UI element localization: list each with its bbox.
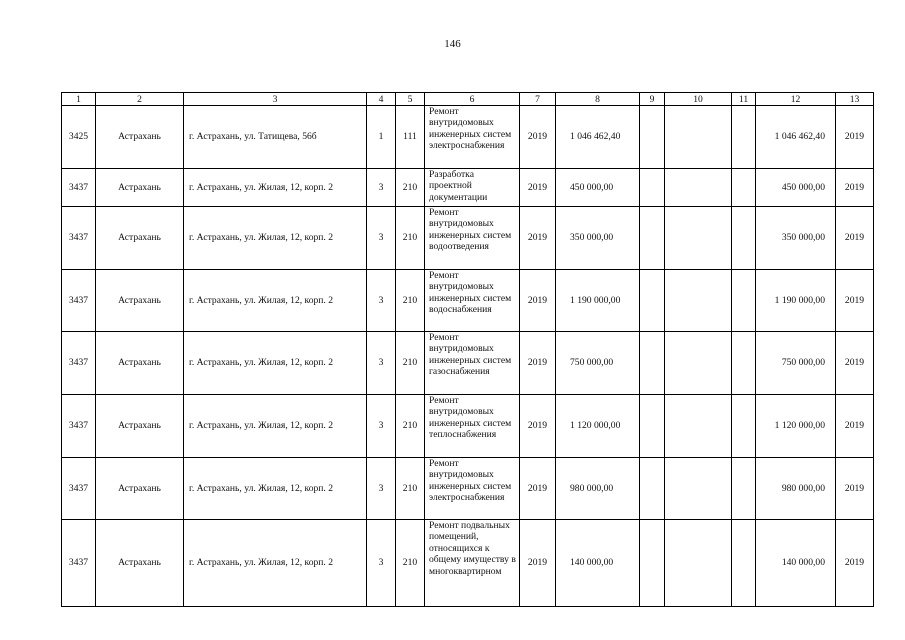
- cell-address: г. Астрахань, ул. Жилая, 12, корп. 2: [184, 207, 367, 270]
- cell-4: 3: [367, 458, 396, 520]
- table-row: [62, 520, 874, 607]
- cell-5: 210: [396, 270, 425, 332]
- cell-year: 2019: [520, 332, 556, 395]
- cell-work: Ремонт подвальных помещений, относящихся к общему имуществу в многоквартирном: [425, 520, 520, 607]
- cell-year: 2019: [520, 106, 556, 169]
- cell-9: [640, 270, 665, 332]
- cell-total: 140 000,00: [556, 520, 640, 607]
- cell-city: Астрахань: [96, 169, 184, 207]
- col-header: 8: [556, 93, 640, 106]
- cell-total: 1 046 462,40: [556, 106, 640, 169]
- cell-city: Астрахань: [96, 458, 184, 520]
- cell-5: 210: [396, 169, 425, 207]
- cell-12: 1 120 000,00: [756, 395, 836, 458]
- cell-work: Ремонт внутридомовых инженерных систем газоснабжения: [425, 332, 520, 395]
- cell-10: [665, 169, 732, 207]
- cell-year: 2019: [520, 395, 556, 458]
- table-row: [62, 458, 874, 520]
- col-header: 12: [756, 93, 836, 106]
- cell-9: [640, 520, 665, 607]
- cell-12: 1 190 000,00: [756, 270, 836, 332]
- cell-13: 2019: [836, 520, 874, 607]
- cell-id: 3425: [62, 106, 96, 169]
- cell-5: 210: [396, 520, 425, 607]
- cell-work: Разработка проектной документации: [425, 169, 520, 207]
- col-header: 5: [396, 93, 425, 106]
- col-header: 1: [62, 93, 96, 106]
- cell-4: 1: [367, 106, 396, 169]
- cell-4: 3: [367, 395, 396, 458]
- cell-11: [732, 207, 756, 270]
- cell-total: 350 000,00: [556, 207, 640, 270]
- col-header: 10: [665, 93, 732, 106]
- cell-id: 3437: [62, 207, 96, 270]
- cell-work: Ремонт внутридомовых инженерных систем теплоснабжения: [425, 395, 520, 458]
- cell-10: [665, 207, 732, 270]
- cell-11: [732, 332, 756, 395]
- col-header: 11: [732, 93, 756, 106]
- cell-total: 450 000,00: [556, 169, 640, 207]
- cell-address: г. Астрахань, ул. Жилая, 12, корп. 2: [184, 169, 367, 207]
- cell-city: Астрахань: [96, 332, 184, 395]
- cell-city: Астрахань: [96, 395, 184, 458]
- cell-address: г. Астрахань, ул. Жилая, 12, корп. 2: [184, 395, 367, 458]
- col-header: 3: [184, 93, 367, 106]
- cell-id: 3437: [62, 169, 96, 207]
- table-row: [62, 270, 874, 332]
- cell-13: 2019: [836, 395, 874, 458]
- cell-10: [665, 458, 732, 520]
- cell-work: Ремонт внутридомовых инженерных систем электроснабжения: [425, 106, 520, 169]
- cell-10: [665, 332, 732, 395]
- cell-5: 210: [396, 207, 425, 270]
- cell-11: [732, 106, 756, 169]
- cell-13: 2019: [836, 270, 874, 332]
- cell-9: [640, 106, 665, 169]
- col-header: 7: [520, 93, 556, 106]
- cell-13: 2019: [836, 332, 874, 395]
- cell-city: Астрахань: [96, 106, 184, 169]
- col-header: 2: [96, 93, 184, 106]
- cell-9: [640, 169, 665, 207]
- cell-total: 1 120 000,00: [556, 395, 640, 458]
- cell-year: 2019: [520, 207, 556, 270]
- cell-address: г. Астрахань, ул. Татищева, 56б: [184, 106, 367, 169]
- cell-9: [640, 395, 665, 458]
- cell-9: [640, 207, 665, 270]
- cell-4: 3: [367, 332, 396, 395]
- cell-12: 1 046 462,40: [756, 106, 836, 169]
- cell-13: 2019: [836, 207, 874, 270]
- cell-11: [732, 458, 756, 520]
- cell-total: 750 000,00: [556, 332, 640, 395]
- cell-4: 3: [367, 207, 396, 270]
- cell-12: 140 000,00: [756, 520, 836, 607]
- cell-4: 3: [367, 270, 396, 332]
- cell-address: г. Астрахань, ул. Жилая, 12, корп. 2: [184, 458, 367, 520]
- cell-12: 980 000,00: [756, 458, 836, 520]
- cell-work: Ремонт внутридомовых инженерных систем водоснабжения: [425, 270, 520, 332]
- table-row: [62, 169, 874, 207]
- cell-9: [640, 332, 665, 395]
- cell-5: 210: [396, 332, 425, 395]
- cell-11: [732, 169, 756, 207]
- cell-12: 450 000,00: [756, 169, 836, 207]
- cell-12: 750 000,00: [756, 332, 836, 395]
- cell-year: 2019: [520, 520, 556, 607]
- cell-work: Ремонт внутридомовых инженерных систем электроснабжения: [425, 458, 520, 520]
- table-row: [62, 106, 874, 169]
- col-header: 13: [836, 93, 874, 106]
- cell-5: 210: [396, 395, 425, 458]
- cell-12: 350 000,00: [756, 207, 836, 270]
- col-header: 9: [640, 93, 665, 106]
- works-table: [61, 92, 874, 607]
- table-row: [62, 207, 874, 270]
- cell-5: 111: [396, 106, 425, 169]
- cell-11: [732, 395, 756, 458]
- cell-13: 2019: [836, 458, 874, 520]
- header-row: [62, 93, 874, 106]
- cell-year: 2019: [520, 169, 556, 207]
- cell-13: 2019: [836, 106, 874, 169]
- cell-work: Ремонт внутридомовых инженерных систем водоотведения: [425, 207, 520, 270]
- cell-10: [665, 270, 732, 332]
- cell-address: г. Астрахань, ул. Жилая, 12, корп. 2: [184, 270, 367, 332]
- cell-city: Астрахань: [96, 520, 184, 607]
- cell-year: 2019: [520, 270, 556, 332]
- cell-address: г. Астрахань, ул. Жилая, 12, корп. 2: [184, 332, 367, 395]
- page-number: 146: [444, 38, 461, 50]
- cell-4: 3: [367, 520, 396, 607]
- cell-11: [732, 270, 756, 332]
- cell-13: 2019: [836, 169, 874, 207]
- cell-10: [665, 106, 732, 169]
- col-header: 4: [367, 93, 396, 106]
- cell-id: 3437: [62, 520, 96, 607]
- cell-city: Астрахань: [96, 207, 184, 270]
- table-row: [62, 332, 874, 395]
- cell-10: [665, 395, 732, 458]
- cell-city: Астрахань: [96, 270, 184, 332]
- cell-address: г. Астрахань, ул. Жилая, 12, корп. 2: [184, 520, 367, 607]
- cell-total: 980 000,00: [556, 458, 640, 520]
- cell-5: 210: [396, 458, 425, 520]
- cell-4: 3: [367, 169, 396, 207]
- cell-10: [665, 520, 732, 607]
- cell-id: 3437: [62, 458, 96, 520]
- cell-id: 3437: [62, 332, 96, 395]
- cell-9: [640, 458, 665, 520]
- table-row: [62, 395, 874, 458]
- cell-11: [732, 520, 756, 607]
- cell-id: 3437: [62, 270, 96, 332]
- cell-year: 2019: [520, 458, 556, 520]
- cell-id: 3437: [62, 395, 96, 458]
- cell-total: 1 190 000,00: [556, 270, 640, 332]
- col-header: 6: [425, 93, 520, 106]
